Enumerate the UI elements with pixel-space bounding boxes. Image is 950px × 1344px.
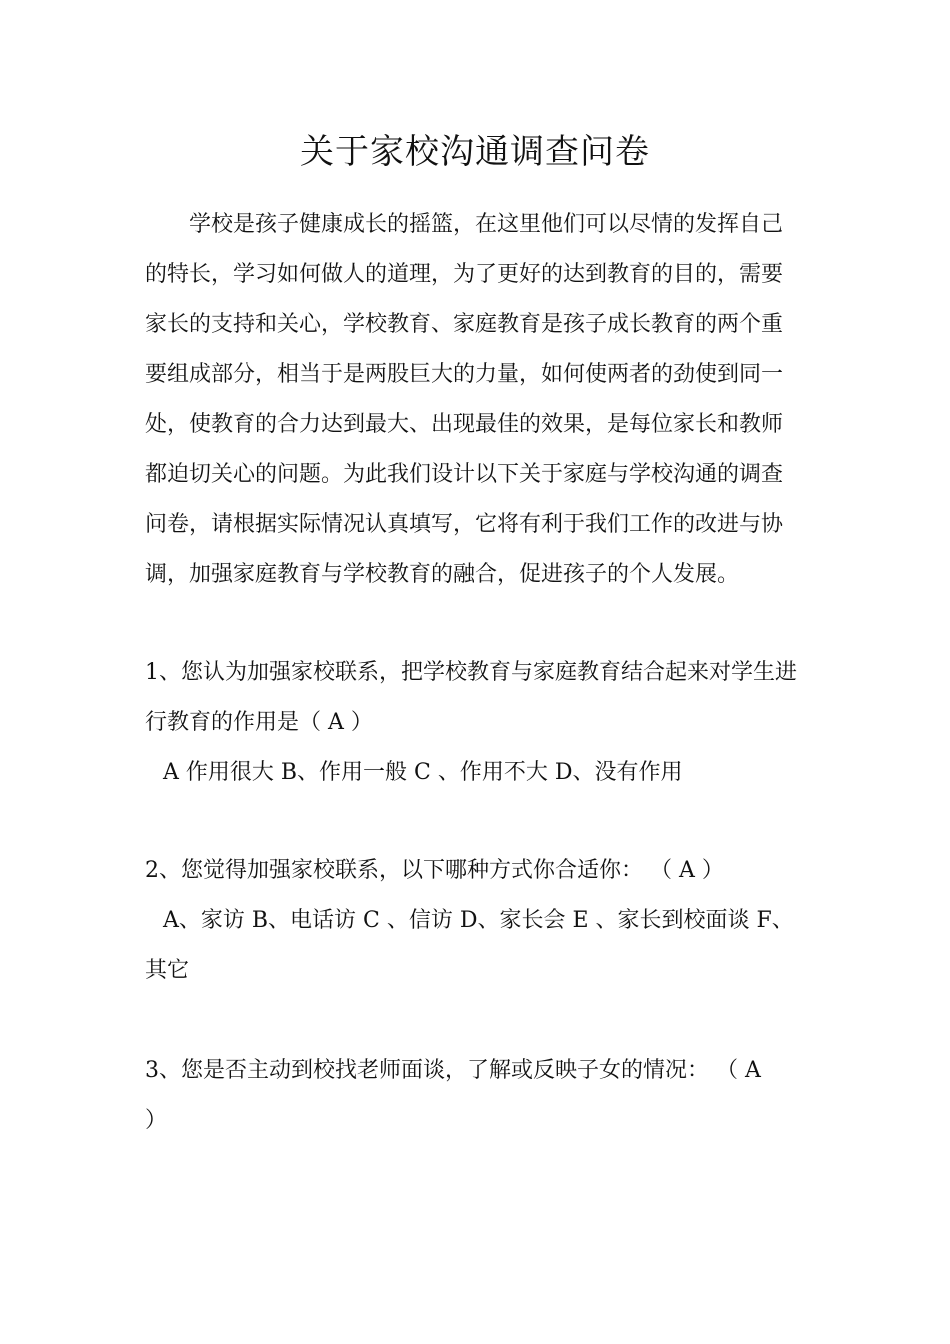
- question-text: 1、您认为加强家校联系，把学校教育与家庭教育结合起来对学生进: [145, 660, 797, 685]
- intro-line: 调，加强家庭教育与学校教育的融合，促进孩子的个人发展。: [145, 562, 740, 587]
- question-1: [145, 648, 807, 798]
- question-text: ）: [145, 1108, 168, 1133]
- intro-line: 的特长，学习如何做人的道理，为了更好的达到教育的目的，需要: [145, 262, 784, 287]
- question-2: [145, 846, 807, 996]
- intro-line: 家长的支持和关心，学校教育、家庭教育是孩子成长教育的两个重: [145, 312, 784, 337]
- intro-line: 问卷，请根据实际情况认真填写，它将有利于我们工作的改进与协: [145, 512, 784, 537]
- question-options: A 作用很大 B、作用一般 C 、作用不大 D、没有作用: [163, 760, 683, 785]
- question-3: [145, 1046, 807, 1146]
- question-options: A、家访 B、电话访 C 、信访 D、家长会 E 、家长到校面谈 F、: [163, 908, 794, 933]
- question-text: 行教育的作用是（ A ）: [145, 710, 373, 735]
- intro-paragraph: [145, 200, 807, 600]
- intro-line: 要组成部分，相当于是两股巨大的力量，如何使两者的劲使到同一: [145, 362, 784, 387]
- intro-line: 处，使教育的合力达到最大、出现最佳的效果，是每位家长和教师: [145, 412, 784, 437]
- document-title: 关于家校沟通调查问卷: [300, 132, 650, 172]
- question-options: 其它: [145, 958, 190, 983]
- intro-line: 学校是孩子健康成长的摇篮，在这里他们可以尽情的发挥自己: [189, 212, 784, 237]
- question-text: 2、您觉得加强家校联系，以下哪种方式你合适你： （ A ）: [145, 858, 724, 883]
- intro-line: 都迫切关心的问题。为此我们设计以下关于家庭与学校沟通的调查: [145, 462, 784, 487]
- question-text: 3、您是否主动到校找老师面谈，了解或反映子女的情况： （ A: [145, 1058, 761, 1083]
